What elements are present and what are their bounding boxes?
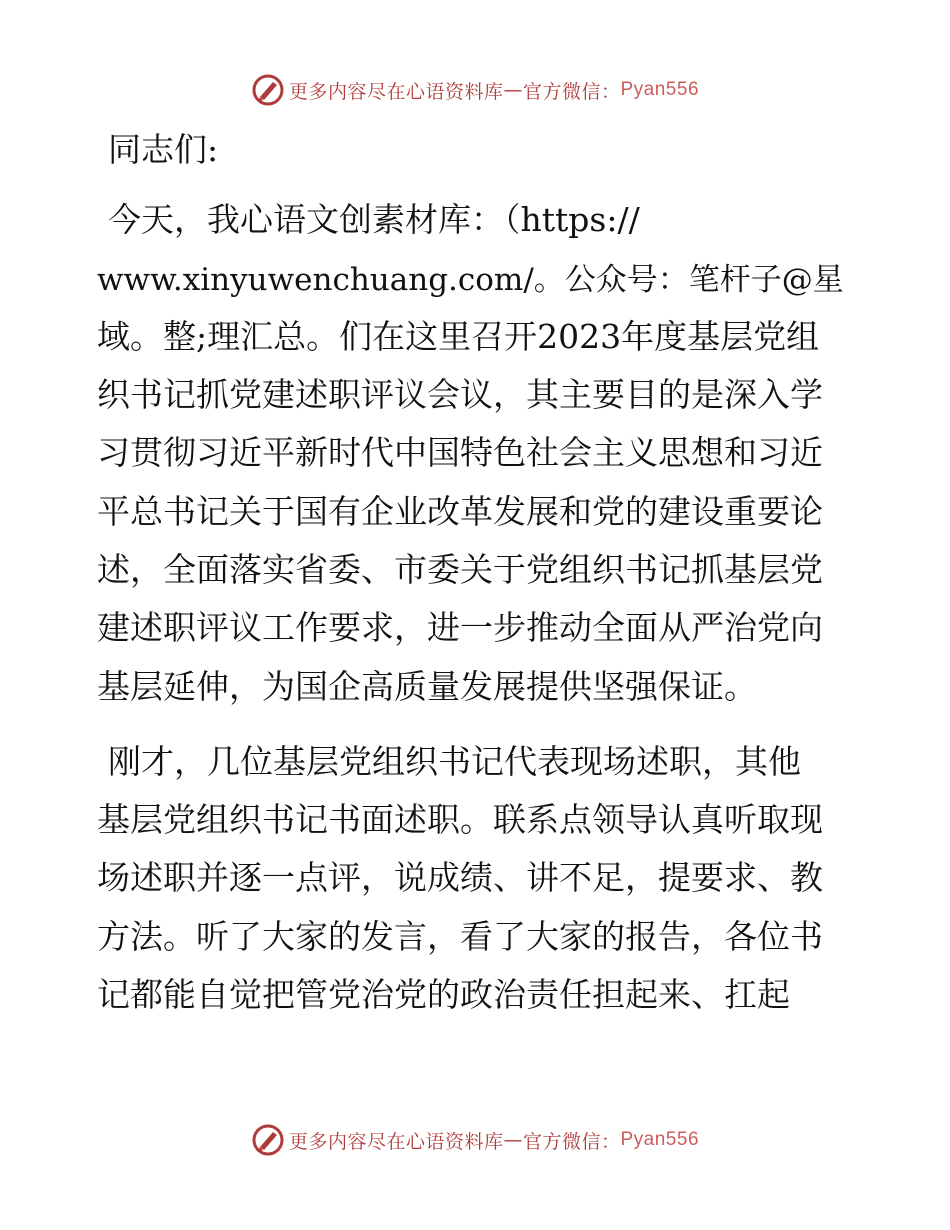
watermark-separator: — [503,79,523,101]
pen-logo-icon [251,73,285,107]
header-watermark [0,70,950,110]
paragraph-1-line-4: 织书记抓党建述职评议会议，其主要目的是深入学 [97,375,823,414]
paragraph-1-line-5: 习贯彻习近平新时代中国特色社会主义思想和习近 [97,433,823,472]
wechat-id: Pyan556 [620,79,700,100]
pen-logo-icon [251,1123,285,1157]
paragraph-1-line-3: 域。整;理汇总。们在这里召开2023年度基层党组 [97,317,820,356]
watermark-separator: — [503,1129,523,1151]
paragraph-1-line-6: 平总书记关于国有企业改革发展和党的建设重要论 [97,492,823,531]
footer-watermark [0,1120,950,1160]
paragraph-2-line-2: 基层党组织书记书面述职。联系点领导认真听取现 [97,800,823,839]
watermark-text: 更多内容尽在心语资料库 [288,80,504,103]
paragraph-1-line-9: 基层延伸，为国企高质量发展提供坚强保证。 [97,667,757,706]
paragraph-2-line-4: 方法。听了大家的发言，看了大家的报告，各位书 [97,917,823,956]
paragraph-1-line-7: 述，全面落实省委、市委关于党组织书记抓基层党 [97,550,823,589]
official-wechat-label: 官方微信： [522,80,621,103]
paragraph-2-line-3: 场述职并逐一点评，说成绩、讲不足，提要求、教 [97,858,823,897]
paragraph-2-line-1: 刚才，几位基层党组织书记代表现场述职，其他 [108,742,801,781]
paragraph-1-line-8: 建述职评议工作要求，进一步推动全面从严治党向 [97,608,823,647]
official-wechat-label: 官方微信： [522,1130,621,1153]
salutation-line: 同志们: [108,130,219,169]
paragraph-1-line-1: 今天，我心语文创素材库：（https:// [108,200,640,239]
paragraph-1-line-2: www.xinyuwenchuang.com/。公众号：笔杆子@星 [97,262,844,298]
watermark-text: 更多内容尽在心语资料库 [288,1130,504,1153]
wechat-id: Pyan556 [620,1129,700,1150]
paragraph-2-line-5: 记都能自觉把管党治党的政治责任担起来、扛起 [97,975,790,1014]
